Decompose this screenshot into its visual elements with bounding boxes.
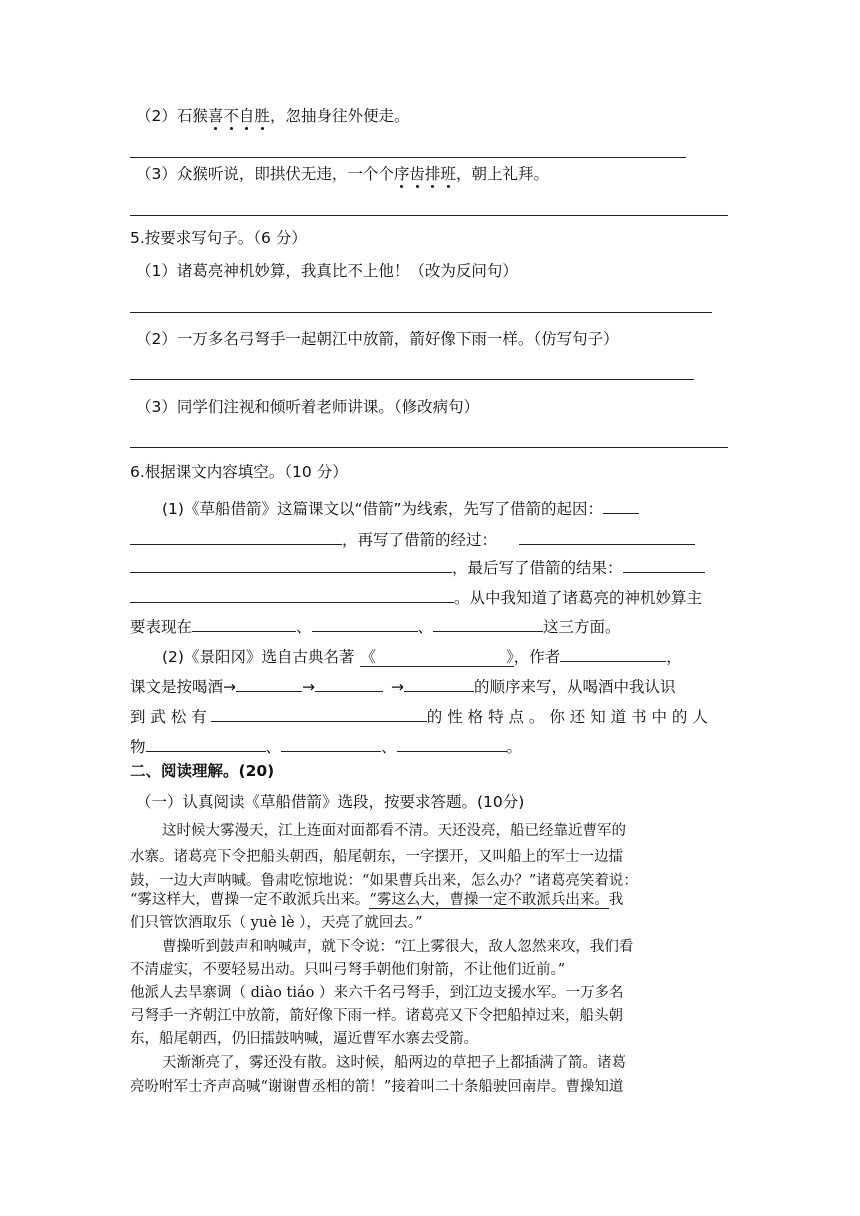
fill-blank[interactable] — [519, 528, 695, 545]
book-title-blank[interactable] — [360, 648, 513, 667]
fill-blank[interactable] — [130, 528, 342, 545]
q4-item-3-prefix: （3）众猴听说，即拱伏无违，一个个 — [136, 165, 394, 183]
q6-text: ，再写了借箭的经过： — [342, 531, 498, 549]
fill-blank[interactable] — [560, 645, 666, 662]
passage-line: 水寨。诸葛亮下令把船头朝西，船尾朝东，一字摆开，又叫船上的军士一边擂 — [130, 849, 623, 865]
fill-blank[interactable] — [603, 497, 639, 514]
q6-text: 。从中我知道了诸葛亮的神机妙算主 — [454, 589, 703, 607]
q6-line-3 — [130, 556, 705, 578]
q6-separator: 、 — [265, 738, 282, 756]
q4-item-2-prefix: （2）石猴 — [136, 107, 208, 125]
q6-separator: 、 — [296, 618, 312, 636]
q6-text: 《 — [360, 648, 376, 666]
passage-line: 不清虚实，不要轻易出动。只叫弓弩手朝他们射箭，不让他们近前。” — [130, 962, 566, 978]
dotted-char: 班 — [440, 165, 456, 183]
passage-line: 鼓，一边大声呐喊。鲁肃吃惊地说：“如果曹兵出来，怎么办？”诸葛亮笑着说： — [130, 873, 638, 889]
answer-line[interactable] — [130, 157, 686, 158]
fill-blank[interactable] — [397, 735, 507, 752]
passage-text: “雾这样大，曹操一定不敢派兵出来。 — [130, 892, 370, 908]
fill-blank[interactable] — [623, 556, 705, 573]
passage-line: 东，船尾朝西，仍旧擂鼓呐喊，逼近曹军水寨去受箭。 — [130, 1031, 478, 1047]
q4-item-2 — [136, 106, 409, 126]
section-2-heading: 二、阅读理解。(20) — [130, 762, 275, 780]
fill-blank[interactable] — [211, 705, 427, 722]
answer-line[interactable] — [130, 215, 728, 216]
q6-text: 。 — [506, 738, 523, 756]
arrow-icon: → — [223, 678, 237, 696]
dotted-char: 自 — [238, 107, 255, 125]
fill-blank[interactable] — [130, 556, 452, 573]
dotted-char: 喜 — [207, 107, 224, 125]
passage-line: 曹操听到鼓声和呐喊声，就下令说：“江上雾很大，敌人忽然来攻，我们看 — [162, 939, 634, 955]
passage-text: 我 — [608, 892, 624, 908]
passage-line: 们只管饮酒取乐（ yuè lè ），天亮了就回去。” — [130, 915, 423, 931]
fill-blank[interactable] — [281, 735, 381, 752]
q6-text: 物 — [130, 738, 146, 756]
q6-text: ，最后写了借箭的结果： — [452, 559, 623, 577]
q4-item-2-suffix: ，忽抽身往外便走。 — [269, 107, 410, 125]
q6-text: (2)《景阳冈》选自古典名著 — [162, 648, 355, 666]
fill-blank[interactable] — [192, 615, 296, 632]
q6-text: 到 武 松 有 — [130, 708, 207, 726]
q5-heading: 5.按要求写句子。（6 分） — [130, 229, 307, 247]
q6-line-7 — [130, 675, 676, 697]
q6-line-6 — [162, 645, 682, 667]
dotted-char: 序 — [393, 165, 410, 183]
section-2-subheading: （一）认真阅读《草船借箭》选段，按要求答题。(10分) — [136, 793, 525, 811]
arrow-icon: → — [302, 678, 316, 696]
answer-line[interactable] — [130, 312, 712, 313]
fill-blank[interactable] — [146, 735, 266, 752]
q5-item-3: （3）同学们注视和倾听着老师讲课。（修改病句） — [136, 398, 480, 416]
q6-line-2 — [130, 528, 695, 550]
arrow-icon: → — [391, 678, 405, 696]
passage-line — [130, 890, 623, 910]
fill-blank[interactable] — [433, 615, 543, 632]
fill-blank[interactable] — [130, 586, 454, 603]
q6-line-9 — [130, 735, 522, 757]
q6-text: 课文是按喝酒 — [130, 678, 224, 696]
fill-blank[interactable] — [404, 675, 474, 692]
dotted-char: 排 — [424, 165, 441, 183]
underlined-sentence: “雾这么大，曹操一定不敢派兵出来。 — [369, 892, 609, 908]
q6-heading: 6.根据课文内容填空。（10 分） — [130, 463, 348, 481]
q6-line-1 — [162, 497, 639, 519]
fill-blank[interactable] — [236, 675, 302, 692]
dotted-char: 不 — [223, 107, 239, 125]
q6-line-8 — [130, 705, 708, 727]
passage-line: 弓弩手一齐朝江中放箭，箭好像下雨一样。诸葛亮又下令把船掉过来，船头朝 — [130, 1008, 623, 1024]
q5-item-2: （2）一万多名弓弩手一起朝江中放箭，箭好像下雨一样。（仿写句子） — [136, 330, 619, 348]
answer-line[interactable] — [130, 379, 694, 380]
passage-line: 这时候大雾漫天，江上连面对面都看不清。天还没亮，船已经靠近曹军的 — [162, 823, 626, 839]
q6-text: 》 — [505, 648, 514, 666]
passage-line: 天渐渐亮了，雾还没有散。这时候，船两边的草把子上都插满了箭。诸葛 — [162, 1055, 626, 1071]
answer-line[interactable] — [130, 447, 728, 448]
fill-blank[interactable] — [312, 615, 418, 632]
passage-line: 亮吩咐军士齐声高喊“谢谢曹丞相的箭！”接着叫二十条船驶回南岸。曹操知道 — [130, 1079, 624, 1095]
fill-blank[interactable] — [315, 675, 383, 692]
q6-text: ，作者 — [513, 648, 561, 666]
q6-separator: 、 — [381, 738, 397, 756]
q4-item-3-suffix: ，朝上礼拜。 — [455, 165, 549, 183]
q6-line-5 — [130, 615, 621, 637]
q6-text: 这三方面。 — [543, 618, 621, 636]
q6-text: 的顺序来写，从喝酒中我认识 — [474, 678, 676, 696]
q6-text: ， — [666, 648, 682, 666]
q5-item-1: （1）诸葛亮神机妙算，我真比不上他！（改为反问句） — [136, 262, 518, 280]
q6-text: 要表现在 — [130, 618, 193, 636]
dotted-char: 胜 — [254, 107, 270, 125]
q6-separator: 、 — [417, 618, 434, 636]
passage-line: 他派人去旱寨调（ diào tiáo ）来六千名弓弩手，到江边支援水军。一万多名 — [130, 985, 624, 1001]
dotted-char: 齿 — [409, 165, 425, 183]
q6-line-4 — [130, 586, 702, 608]
q6-text: (1)《草船借箭》这篇课文以“借箭”为线索，先写了借箭的起因： — [162, 500, 604, 518]
q6-text: 的 性 格 特 点 。 你 还 知 道 书 中 的 人 — [426, 708, 708, 726]
q4-item-3 — [136, 164, 549, 184]
